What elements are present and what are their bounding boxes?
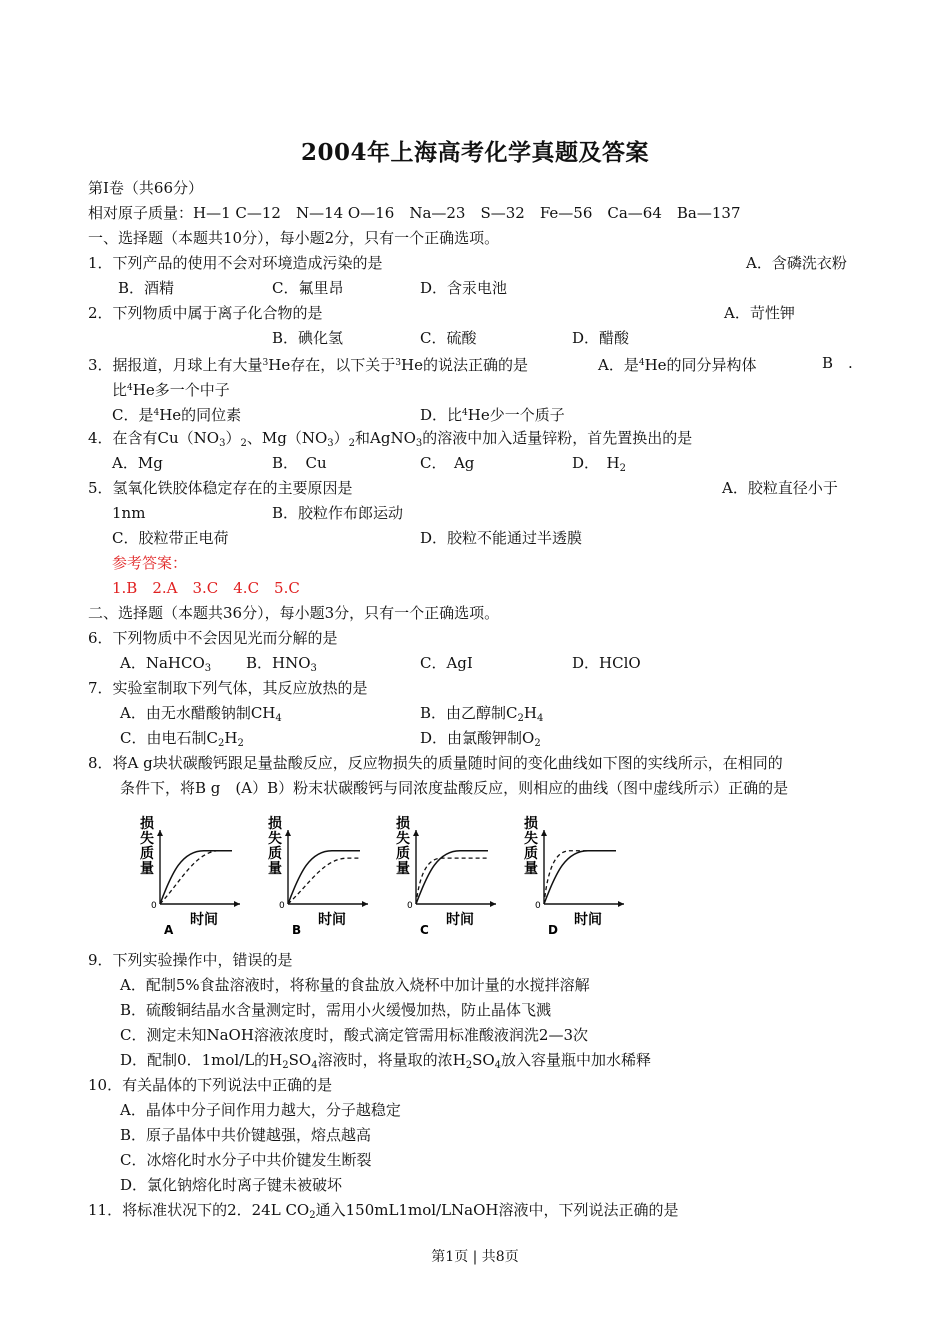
q10-option-d: D．氯化钠熔化时离子键未被破坏 — [120, 1176, 343, 1194]
q2-option-a: A．苛性钾 — [724, 304, 795, 322]
q6-option-c: C．AgI — [420, 654, 473, 672]
q8-origin-label: 0 — [151, 901, 157, 911]
q8-y-axis-label: 量 — [140, 861, 154, 877]
q5-option-a-cont: 1nm — [112, 504, 146, 522]
q10-option-c: C．冰熔化时水分子中共价键发生断裂 — [120, 1151, 372, 1169]
q8-x-axis-arrow — [234, 901, 240, 907]
q8-panel-letter: B — [292, 923, 302, 937]
q1-option-a: A．含磷洗衣粉 — [746, 254, 847, 272]
q8-x-axis-arrow — [490, 901, 496, 907]
q11-stem: 11．将标准状况下的2．24L $CO_2$通入150mL1mol/LNaOH溶液中，下列说法正确的是 — [88, 1201, 679, 1221]
q8-y-axis-label: 质 — [268, 846, 282, 862]
q5-stem: 5．氢氧化铁胶体稳定存在的主要原因是 — [88, 479, 353, 497]
q6-option-a: A．NaHCO$_3$ — [120, 654, 212, 674]
q8-line-1: 8．将A g块状碳酸钙跟足量盐酸反应，反应物损失的质量随时间的变化曲线如下图的实线所示，在相同的 — [88, 754, 783, 772]
q6-option-d: D．HClO — [572, 654, 641, 672]
q8-panel-letter: D — [548, 923, 558, 937]
q8-x-axis-arrow — [618, 901, 624, 907]
q2-option-c: C．硫酸 — [420, 329, 477, 347]
q2-stem: 2．下列物质中属于离子化合物的是 — [88, 304, 323, 322]
section-2-heading: 二、选择题（本题共36分），每小题3分，只有一个正确选项。 — [88, 604, 500, 622]
q3-stem: 3．据报道，月球上有大量$^3$He存在，以下关于$^3$He的说法正确的是 — [88, 356, 528, 374]
answer-list: 1.B 2.A 3.C 4.C 5.C — [112, 579, 300, 597]
q8-dashed-curve — [288, 858, 360, 904]
q8-origin-label: 0 — [535, 901, 541, 911]
q10-stem: 10．有关晶体的下列说法中正确的是 — [88, 1076, 333, 1094]
q8-y-axis-label: 失 — [140, 831, 154, 847]
q8-panel-letter: A — [164, 923, 174, 937]
q8-y-axis-label: 质 — [524, 846, 538, 862]
q8-figure — [130, 812, 650, 942]
q1-option-d: D．含汞电池 — [420, 279, 508, 297]
q4-option-d: D． $H_2$ — [572, 454, 626, 474]
q8-y-axis-label: 量 — [268, 861, 282, 877]
q4-option-a: A．Mg — [112, 454, 163, 472]
q8-y-axis-label: 损 — [396, 816, 410, 832]
q8-x-axis-label: 时间 — [190, 912, 218, 928]
q3-option-d: D．比$^4$He少一个质子 — [420, 406, 565, 424]
q4-option-b: B． Cu — [272, 454, 327, 472]
q9-option-a: A．配制5%食盐溶液时，将称量的食盐放入烧杯中加计量的水搅拌溶解 — [120, 976, 590, 994]
q8-y-axis-label: 损 — [140, 816, 154, 832]
q3-option-c: C．是$^4$He的同位素 — [112, 406, 242, 424]
q8-panel-letter: C — [420, 923, 429, 937]
q5-option-d: D．胶粒不能通过半透膜 — [420, 529, 583, 547]
q8-y-axis-arrow — [413, 830, 419, 836]
q3-option-b-label: B . — [822, 354, 853, 372]
q10-option-b: B．原子晶体中共价键越强，熔点越高 — [120, 1126, 372, 1144]
q10-option-a: A．晶体中分子间作用力越大，分子越稳定 — [120, 1101, 401, 1119]
q6-option-b: B．$HNO_3$ — [246, 654, 317, 674]
q8-y-axis-label: 量 — [396, 861, 410, 877]
q1-stem: 1．下列产品的使用不会对环境造成污染的是 — [88, 254, 383, 272]
answer-label: 参考答案： — [112, 554, 188, 572]
q1-option-c: C．氟里昂 — [272, 279, 344, 297]
page-title: 2004年上海高考化学真题及答案 — [300, 139, 649, 166]
q8-origin-label: 0 — [279, 901, 285, 911]
q2-option-d: D．醋酸 — [572, 329, 630, 347]
q8-dashed-curve — [416, 858, 488, 904]
q8-x-axis-arrow — [362, 901, 368, 907]
q9-option-b: B．硫酸铜结晶水含量测定时，需用小火缓慢加热，防止晶体飞溅 — [120, 1001, 552, 1019]
q8-y-axis-label: 损 — [524, 816, 538, 832]
q6-stem: 6．下列物质中不会因见光而分解的是 — [88, 629, 338, 647]
q7-option-c: C．由电石制$C_2H_2$ — [120, 729, 244, 749]
q7-stem: 7．实验室制取下列气体，其反应放热的是 — [88, 679, 368, 697]
page-footer: 第1页 | 共8页 — [431, 1249, 519, 1265]
q8-origin-label: 0 — [407, 901, 413, 911]
q8-y-axis-label: 失 — [524, 831, 538, 847]
q1-option-b: B．酒精 — [118, 279, 175, 297]
section-1-heading: 一、选择题（本题共10分），每小题2分，只有一个正确选项。 — [88, 229, 500, 247]
q8-solid-curve — [544, 851, 616, 904]
q7-option-b: B．由乙醇制$C_2H_4$ — [420, 704, 544, 724]
q2-option-b: B．碘化氢 — [272, 329, 344, 347]
q9-option-c: C．测定未知NaOH溶液浓度时，酸式滴定管需用标准酸液润洗2—3次 — [120, 1026, 589, 1044]
q8-y-axis-label: 质 — [396, 846, 410, 862]
atomic-mass-line: 相对原子质量：H—1 C—12 N—14 O—16 Na—23 S—32 Fe—56 Ca—64 Ba—137 — [88, 204, 741, 222]
q7-option-a: A．由无水醋酸钠制$CH_4$ — [120, 704, 282, 724]
q8-x-axis-label: 时间 — [318, 912, 346, 928]
q5-option-a: A．胶粒直径小于 — [722, 479, 838, 497]
q8-solid-curve — [160, 851, 232, 904]
q8-y-axis-label: 失 — [396, 831, 410, 847]
part-heading: 第Ⅰ卷（共66分） — [88, 179, 204, 197]
q8-line-2: 条件下，将B g (A）B）粉末状碳酸钙与同浓度盐酸反应，则相应的曲线（图中虚线所示）正确的是 — [120, 779, 789, 797]
q8-y-axis-label: 量 — [524, 861, 538, 877]
q8-y-axis-label: 质 — [140, 846, 154, 862]
q3-option-b: 比$^4$He多一个中子 — [112, 381, 230, 399]
q4-stem: 4．在含有$Cu(NO_3)_2$、$Mg(NO_3)_2$和AgNO$_3$的溶液中加入适量锌粉，首先置换出的是 — [88, 429, 693, 449]
q8-y-axis-label: 失 — [268, 831, 282, 847]
q9-stem: 9．下列实验操作中，错误的是 — [88, 951, 293, 969]
q4-option-c: C． Ag — [420, 454, 475, 472]
q8-y-axis-arrow — [157, 830, 163, 836]
q5-option-b: B．胶粒作布郎运动 — [272, 504, 404, 522]
q8-y-axis-arrow — [541, 830, 547, 836]
q9-option-d: D．配制0．1mol/L的$H_2SO_4$溶液时，将量取的浓$H_2SO_4$放入容量瓶中加水稀释 — [120, 1051, 652, 1071]
q5-option-c: C．胶粒带正电荷 — [112, 529, 229, 547]
q8-x-axis-label: 时间 — [574, 912, 602, 928]
q7-option-d: D．由氯酸钾制$O_2$ — [420, 729, 541, 749]
q8-x-axis-label: 时间 — [446, 912, 474, 928]
q8-y-axis-arrow — [285, 830, 291, 836]
q3-option-a: A．是$^4$He的同分异构体 — [598, 356, 757, 374]
q8-y-axis-label: 损 — [268, 816, 282, 832]
